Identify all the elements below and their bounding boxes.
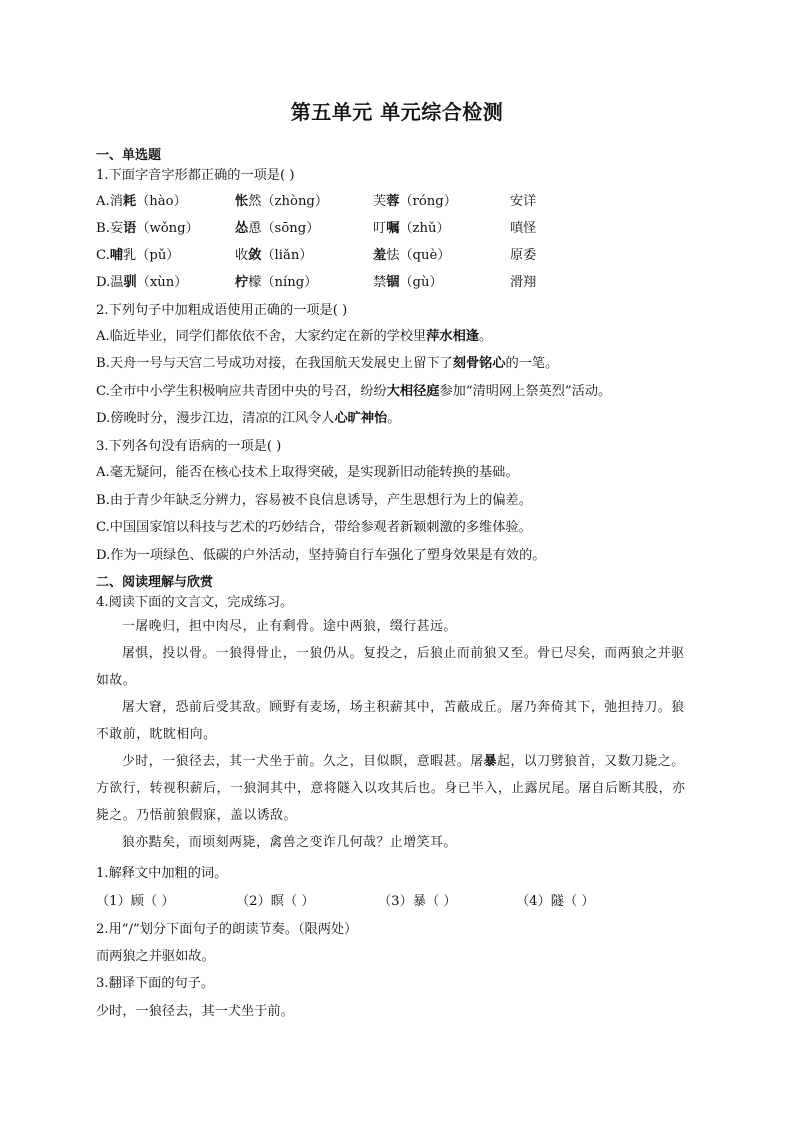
q1-a-col4: 安详 [510,194,537,209]
q1-d-col3: 禁锢（gù） [373,275,443,290]
q4-sub1-blanks [96,890,716,910]
blank-bao: （3）暴（ ） [378,894,457,909]
q4-sub3-sentence: 少时，一狼径去，其一犬坐于前。 [96,1004,294,1019]
q1-d-col4: 滑翔 [510,275,537,290]
q1-c-col4: 原委 [510,248,537,263]
q1-d-col1: D.温驯（xùn） [96,275,188,290]
q2-option-b: B.天舟一号与天宫二号成功对接，在我国航天发展史上留下了刻骨铭心的一笔。 [96,356,559,371]
q1-c-col3: 羞怯（què） [373,248,451,263]
page-title: 第五单元 单元综合检测 [290,100,504,124]
q3-option-c: C.中国国家馆以科技与艺术的巧妙结合，带给参观者新颖刺激的多维体验。 [96,520,532,535]
q4-sub2-stem: 2.用“/”划分下面句子的朗读节奏。（限两处） [96,922,358,937]
q1-b-col2: 怂恿（sōng） [235,221,320,236]
q1-b-col4: 嗔怪 [510,221,537,236]
q2-option-d: D.傍晚时分，漫步江边，清凉的江风令人心旷神怡。 [96,411,401,426]
section-heading-single-choice: 一、单选题 [96,148,162,163]
blank-gu: （1）顾（ ） [96,894,175,909]
q1-a-col2: 怅然（zhòng） [235,194,329,209]
q3-option-b: B.由于青少年缺乏分辨力，容易被不良信息诱导，产生思想行为上的偏差。 [96,493,532,508]
q1-d-col2: 柠檬（níng） [235,275,318,290]
passage-paragraph-1: 一屠晚归，担中肉尽，止有剩骨。途中两狼，缀行甚远。 [122,619,457,634]
q4-sub2-sentence: 而两狼之并驱如故。 [96,949,215,964]
question-3-stem: 3.下列各句没有语病的一项是( ) [96,439,282,454]
passage-paragraph-3: 屠大窘，恐前后受其敌。顾野有麦场，场主积薪其中，苫蔽成丘。屠乃奔倚其下，弛担持刀。狼不敢前，眈眈相向。 [96,700,685,742]
q4-sub3-stem: 3.翻译下面的句子。 [96,976,215,991]
question-4-stem: 4.阅读下面的文言文，完成练习。 [96,595,294,610]
q3-option-d: D.作为一项绿色、低碳的户外活动，坚持骑自行车强化了塑身效果是有效的。 [96,548,546,563]
blank-ming: （2）瞑（ ） [236,894,315,909]
passage-paragraph-5: 狼亦黠矣，而顷刻两毙，禽兽之变诈几何哉？止增笑耳。 [122,835,457,850]
q1-b-col1: B.妄语（wǒng） [96,221,199,236]
question-2-stem: 2.下列句子中加粗成语使用正确的一项是( ) [96,303,348,318]
q1-c-col1: C.哺乳（pǔ） [96,248,180,263]
q4-sub1-stem: 1.解释文中加粗的词。 [96,866,228,881]
blank-sui: （4）隧（ ） [516,894,595,909]
q3-option-a: A.毫无疑问，能否在核心技术上取得突破，是实现新旧动能转换的基础。 [96,465,519,480]
q1-option-d [96,271,716,291]
q1-option-b [96,217,716,237]
question-1-stem: 1.下面字音字形都正确的一项是( ) [96,168,295,183]
q2-option-c: C.全市中小学生积极响应共青团中央的号召，纷纷大相径庭参加“清明网上祭英烈”活动。 [96,384,612,399]
q1-c-col2: 收敛（liǎn） [235,248,313,263]
q2-option-a: A.临近毕业，同学们都依依不舍，大家约定在新的学校里萍水相逢。 [96,329,493,344]
passage-paragraph-4: 少时，一狼径去，其一犬坐于前。久之，目似瞑，意暇甚。屠暴起，以刀劈狼首，又数刀毙之。方欲行，转视积薪后，一狼洞其中，意将隧入以攻其后也。身已半入，止露尻尾。屠自后断其股，亦毙之。乃悟前狼假寐，盖以诱敌。 [96,754,686,823]
classical-passage [96,613,696,856]
q1-a-col1: A.消耗（hào） [96,194,187,209]
q1-option-c [96,244,716,264]
section-heading-reading: 二、阅读理解与欣赏 [96,575,214,590]
q1-a-col3: 芙蓉（róng） [373,194,457,209]
q1-option-a [96,190,716,210]
passage-paragraph-2: 屠惧，投以骨。一狼得骨止，一狼仍从。复投之，后狼止而前狼又至。骨已尽矣，而两狼之并驱如故。 [96,646,685,688]
q1-b-col3: 叮嘱（zhǔ） [373,221,450,236]
